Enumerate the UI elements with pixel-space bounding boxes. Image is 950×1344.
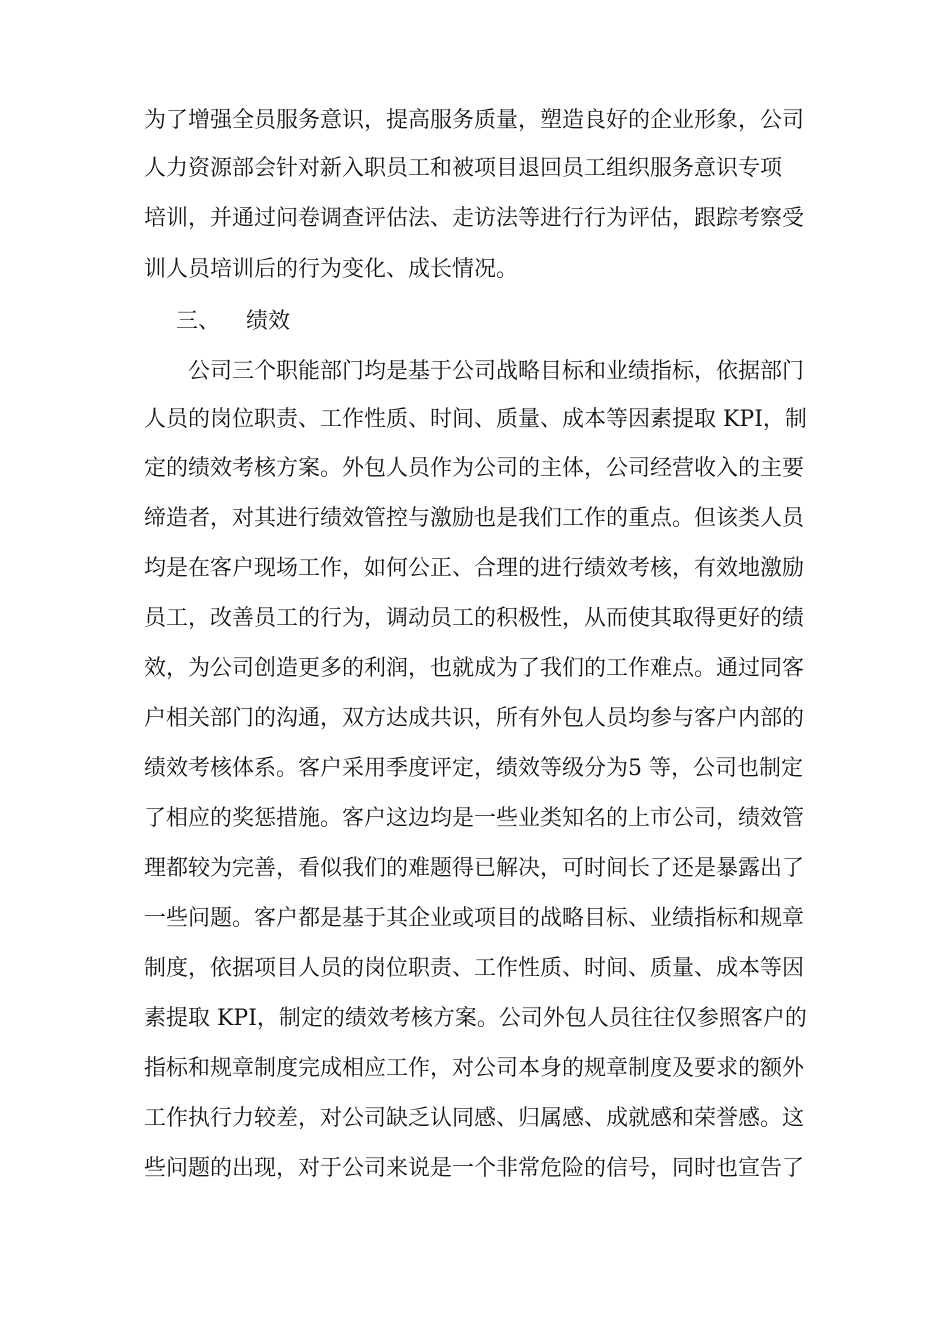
paragraph-2-line-8: 户相关部门的沟通，双方达成共识，所有外包人员均参与客户内部的: [144, 706, 805, 731]
paragraph-1-line-3: 培训，并通过问卷调查评估法、走访法等进行行为评估，跟踪考察受: [144, 206, 805, 231]
paragraph-2-line-5: 均是在客户现场工作，如何公正、合理的进行绩效考核，有效地激励: [144, 556, 805, 581]
paragraph-1-line-1: 为了增强全员服务意识，提高服务质量，塑造良好的企业形象，公司: [144, 108, 805, 133]
paragraph-2-line-10: 了相应的奖惩措施。客户这边均是一些业类知名的上市公司，绩效管: [144, 806, 805, 831]
paragraph-2-line-14: 素提取 KPI，制定的绩效考核方案。公司外包人员往往仅参照客户的: [144, 1006, 807, 1031]
paragraph-2-line-13: 制度，依据项目人员的岗位职责、工作性质、时间、质量、成本等因: [144, 956, 805, 981]
paragraph-2-line-1: 公司三个职能部门均是基于公司战略目标和业绩指标，依据部门: [188, 359, 805, 384]
paragraph-2-line-7: 效，为公司创造更多的利润，也就成为了我们的工作难点。通过同客: [144, 656, 805, 681]
paragraph-1-line-4: 训人员培训后的行为变化、成长情况。: [144, 257, 519, 282]
paragraph-2-line-9: 绩效考核体系。客户采用季度评定，绩效等级分为5 等，公司也制定: [144, 756, 803, 781]
paragraph-2-line-2: 人员的岗位职责、工作性质、时间、质量、成本等因素提取 KPI，制: [144, 407, 807, 432]
paragraph-2-line-12: 一些问题。客户都是基于其企业或项目的战略目标、业绩指标和规章: [144, 906, 805, 931]
paragraph-2-line-3: 定的绩效考核方案。外包人员作为公司的主体，公司经营收入的主要: [144, 456, 805, 481]
paragraph-1-line-2: 人力资源部会针对新入职员工和被项目退回员工组织服务意识专项: [144, 156, 783, 181]
paragraph-2-line-4: 缔造者，对其进行绩效管控与激励也是我们工作的重点。但该类人员: [144, 506, 805, 531]
section-title: 绩效: [246, 309, 291, 334]
paragraph-2-line-6: 员工，改善员工的行为，调动员工的积极性，从而使其取得更好的绩: [144, 606, 805, 631]
section-number: 三、: [176, 309, 221, 334]
paragraph-2-line-11: 理都较为完善，看似我们的难题得已解决，可时间长了还是暴露出了: [144, 856, 805, 881]
paragraph-2-line-17: 些问题的出现，对于公司来说是一个非常危险的信号，同时也宣告了: [144, 1156, 805, 1181]
paragraph-2-line-16: 工作执行力较差，对公司缺乏认同感、归属感、成就感和荣誉感。这: [144, 1106, 805, 1131]
paragraph-2-line-15: 指标和规章制度完成相应工作，对公司本身的规章制度及要求的额外: [144, 1056, 805, 1081]
